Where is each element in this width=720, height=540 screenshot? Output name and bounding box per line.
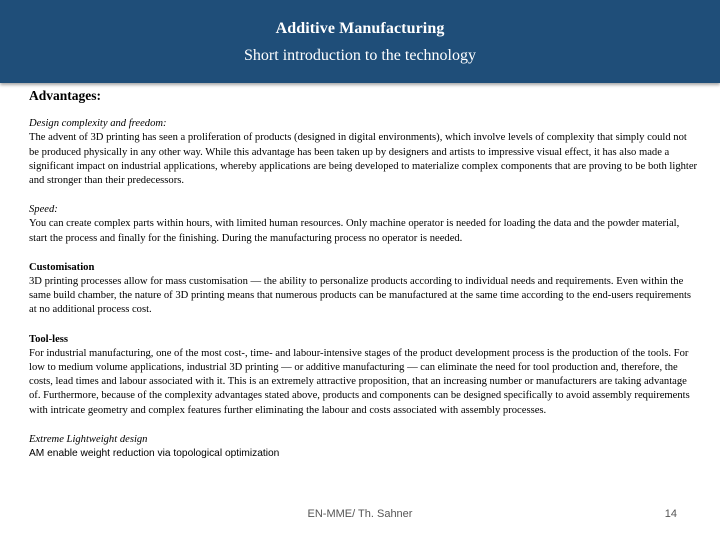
slide-header: [0, 0, 720, 83]
slide-subtitle: Short introduction to the technology: [244, 47, 476, 64]
section-body: The advent of 3D printing has seen a proliferation of products (designed in digital environments), which involve levels of complexity that simply could not be produced physically in any other way. While this advantage has been taken up by designers and artists to impressive visual effect, it has also made a significant impact on industrial applications, whereby applications are being developed to materialize complex components that are proving to be both lighter and stronger than their predecessors.: [29, 132, 698, 187]
section-body: AM enable weight reduction via topological optimization: [29, 448, 280, 460]
section-title: Design complexity and freedom:: [29, 118, 167, 130]
page-number: 14: [664, 508, 677, 520]
section-title: Tool-less: [29, 333, 69, 345]
section-title: Extreme Lightweight design: [29, 433, 148, 445]
section-speed: [29, 203, 699, 246]
section-body: You can create complex parts within hours, with limited human resources. Only machine operator is needed for loading the data and the powder material, start the process and finally for the finishing. During the manufacturing process no operator is needed.: [29, 218, 680, 244]
section-title: Speed:: [29, 204, 58, 216]
section-title: Customisation: [29, 261, 95, 273]
slide-title: Additive Manufacturing: [275, 20, 445, 37]
slide-content: [29, 89, 699, 476]
section-design-complexity: [29, 117, 699, 188]
section-lightweight: [29, 433, 699, 461]
footer-author: EN-MME/ Th. Sahner: [307, 508, 413, 520]
advantages-heading: Advantages:: [29, 88, 102, 103]
section-body: 3D printing processes allow for mass customisation — the ability to personalize products according to individual needs and requirements. Even within the same build chamber, the nature of 3D printing means that numerous products can be manufactured at the same time according to the end-users requirements at no additional process cost.: [29, 276, 692, 316]
section-tool-less: [29, 333, 699, 418]
section-customisation: [29, 261, 699, 318]
section-body: For industrial manufacturing, one of the most cost-, time- and labour-intensive stages of the product development process is the production of the tools. For low to medium volume applications, industrial 3D printing — or additive manufacturing — can eliminate the need for tool production and, therefore, the costs, lead times and labour associated with it. This is an extremely attractive proposition, that an increasing number or manufacturers are taking advantage of. Furthermore, because of the complexity advantages stated above, products and components can be designed specifically to avoid assembly requirements with intricate geometry and complex features further eliminating the labour and costs associated with assembly processes.: [29, 347, 690, 416]
